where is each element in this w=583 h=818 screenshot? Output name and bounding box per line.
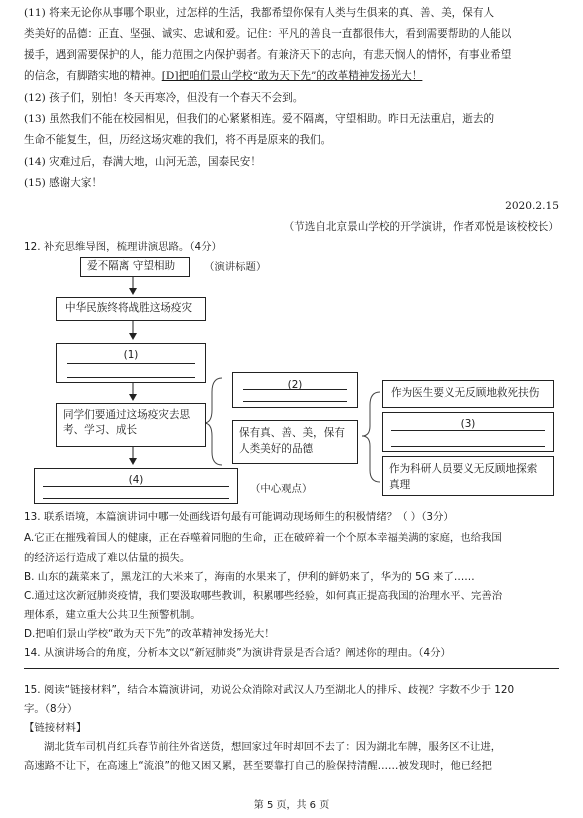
blank1-label: (1) (123, 349, 139, 361)
blank3-label: (3) (460, 418, 476, 430)
speech-para-15: (15) 感谢大家！ (24, 177, 103, 189)
q13-option-c-line1: C.通过这次新冠肺炎疫情，我们要汲取哪些教训，积累哪些经验，如何真正提高我国的治理水平、完善治 (24, 590, 503, 602)
blank2-line-1[interactable] (243, 389, 347, 390)
speech-para-14: (14) 灾难过后，春满大地，山河无恙，国泰民安！ (24, 156, 261, 168)
q13-option-a-line1: A.它正在摧残着国人的健康，正在吞噬着同胞的生命，正在破碎着一个个原本幸福美满的家庭，也给我国 (24, 532, 502, 544)
page-footer: 第 5 页，共 6 页 (253, 800, 330, 811)
q15-material-line2: 高速路不让下，在高速上“流浪”的他又困又累，甚至要靠打自己的脸保持清醒……被发现时，他已经把 (24, 760, 492, 772)
q13-option-b: B. 山东的蔬菜来了，黑龙江的大米来了，海南的水果来了，伊利的鲜奶来了，华为的 5G 来了…… (24, 571, 475, 583)
blank3-line-1[interactable] (391, 430, 545, 431)
mindmap-doctor-box: 作为医生要义无反顾地救死扶伤 (382, 380, 554, 408)
mindmap-blank3-box (382, 412, 554, 452)
blank1-line-2[interactable] (67, 377, 195, 378)
mindmap-title-note: （演讲标题） (204, 261, 267, 273)
speech-para-13-line1: (13) 虽然我们不能在校园相见，但我们的心紧紧相连。爱不隔离，守望相助。昨日无法重启，逝去的 (24, 113, 495, 125)
mindmap-students-box: 同学们要通过这场疫灾去思考、学习、成长 (56, 403, 206, 447)
blank1-line-1[interactable] (67, 363, 195, 364)
q15-material-line1: 湖北货车司机肖红兵春节前往外省送货，想回家过年时却回不去了：因为湖北车牌，服务区不让进， (44, 741, 502, 753)
mindmap-blank1-box (56, 343, 206, 383)
q13-option-d: D.把咱们景山学校“敢为天下先”的改革精神发扬光大！ (24, 628, 275, 640)
speech-para-11-line1: (11) 将来无论你从事哪个职业，过怎样的生活，我都希望你保有人类与生俱来的真、善、美，保有人 (24, 7, 495, 19)
speech-para-12: (12) 孩子们，别怕！冬天再寒冷，但没有一个春天不会到。 (24, 92, 304, 104)
blank4-line-2[interactable] (43, 498, 229, 499)
mindmap-research-box: 作为科研人员要义无反顾地探索真理 (382, 456, 554, 496)
q13-title: 13. 联系语境，本篇演讲词中哪一处画线语句最有可能调动现场师生的积极情绪？（ ）（3分） (24, 511, 454, 523)
blank2-label: (2) (287, 379, 303, 391)
q15-title-line2: 字。（8分） (24, 703, 78, 715)
blank2-line-2[interactable] (243, 401, 347, 402)
q14-title: 14. 从演讲场合的角度，分析本文以“新冠肺炎”为演讲背景是否合适？阐述你的理由。（4分） (24, 647, 451, 659)
q14-answer-line-1[interactable] (24, 668, 559, 669)
mindmap-title-box: 爱不隔离 守望相助 (80, 257, 190, 277)
q15-title-line1: 15. 阅读“链接材料”，结合本篇演讲词，劝说公众消除对武汉人乃至湖北人的排斥、歧视？字数不少于 120 (24, 684, 515, 696)
speech-para-11-line2: 类美好的品德：正直、坚强、诚实、忠诚和爱。记住：平凡的善良一直都很伟大，看到需要帮助的人能以 (24, 28, 512, 40)
speech-para-13-line2: 生命不能复生，但，历经这场灾难的我们，将不再是原来的我们。 (24, 134, 332, 146)
mindmap-blank4-box (34, 468, 238, 504)
q13-option-a-line2: 的经济运行造成了难以估量的损失。 (24, 552, 191, 564)
speech-para-11-line3: 援手，遇到需要保护的人，能力范围之内保护弱者。有兼济天下的志向，有悲天悯人的情怀，有事业希望 (24, 49, 512, 61)
blank4-label: (4) (128, 474, 144, 486)
blank4-line-1[interactable] (43, 486, 229, 487)
underlined-sentence-d: [D]把咱们景山学校“敢为天下先”的改革精神发扬光大！ (161, 70, 423, 82)
mindmap-virtue-box: 保有真、善、美，保有人类美好的品德 (232, 420, 358, 464)
q13-option-c-line2: 理体系，建立重大公共卫生预警机制。 (24, 609, 201, 621)
speech-para-11-text: 的信念，有脚踏实地的精神。 (24, 70, 162, 82)
q12-title: 12. 补充思维导图，梳理讲演思路。（4分） (24, 241, 222, 253)
mindmap-nation-box: 中华民族终将战胜这场疫灾 (56, 297, 206, 321)
q15-material-label: 【链接材料】 (24, 722, 87, 734)
blank3-line-2[interactable] (391, 446, 545, 447)
speech-date: 2020.2.15 (505, 200, 559, 212)
mindmap-center-note: （中心观点） (250, 483, 313, 495)
mindmap-blank2-box (232, 372, 358, 408)
speech-source: （节选自北京景山学校的开学演讲，作者邓悦是该校校长） (283, 221, 559, 233)
